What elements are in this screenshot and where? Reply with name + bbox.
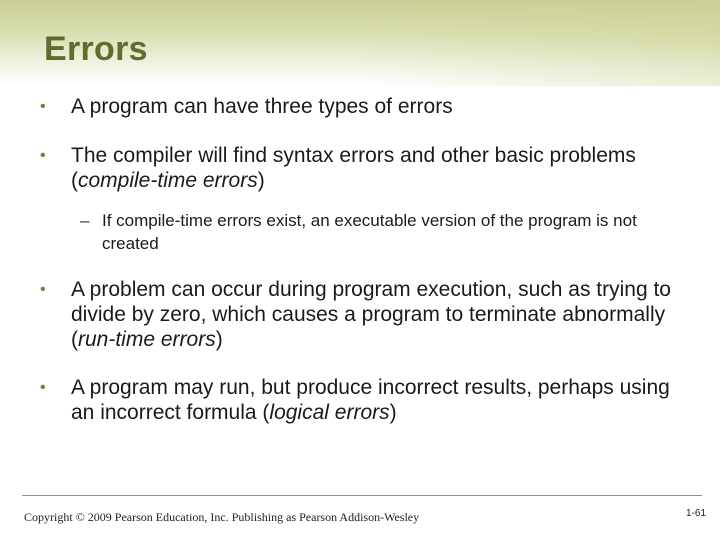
bullet-item (40, 375, 680, 425)
bullet-item (40, 277, 680, 352)
copyright-notice: Copyright © 2009 Pearson Education, Inc. Publishing as Pearson Addison-Wesley (24, 510, 420, 524)
bullet-text: A program can have three types of errors (71, 95, 453, 118)
bullet-item (40, 94, 680, 119)
bullet-item (40, 143, 680, 193)
bullet-icon: • (40, 379, 46, 396)
dash-icon: – (80, 211, 90, 230)
page-number: 1-61 (685, 508, 706, 519)
slide-title: Errors (44, 30, 148, 68)
bullet-icon: • (40, 281, 46, 298)
italic-term: compile-time errors (78, 169, 258, 192)
bullet-icon: • (40, 147, 46, 164)
bullet-text: A program may run, but produce incorrect results, perhaps using an incorrect formula (logical errors) (71, 376, 670, 424)
bullet-text: A problem can occur during program execution, such as trying to divide by zero, which causes a program to terminate abnormally (run-time errors) (71, 278, 671, 351)
footer-divider (22, 495, 702, 496)
sub-bullet-text: If compile-time errors exist, an executable version of the program is not created (102, 211, 637, 253)
bullet-text: The compiler will find syntax errors and other basic problems (compile-time errors) (71, 144, 636, 192)
italic-term: logical errors (269, 401, 390, 424)
sub-bullet-item (80, 209, 680, 255)
italic-term: run-time errors (78, 328, 216, 351)
bullet-icon: • (40, 98, 46, 115)
